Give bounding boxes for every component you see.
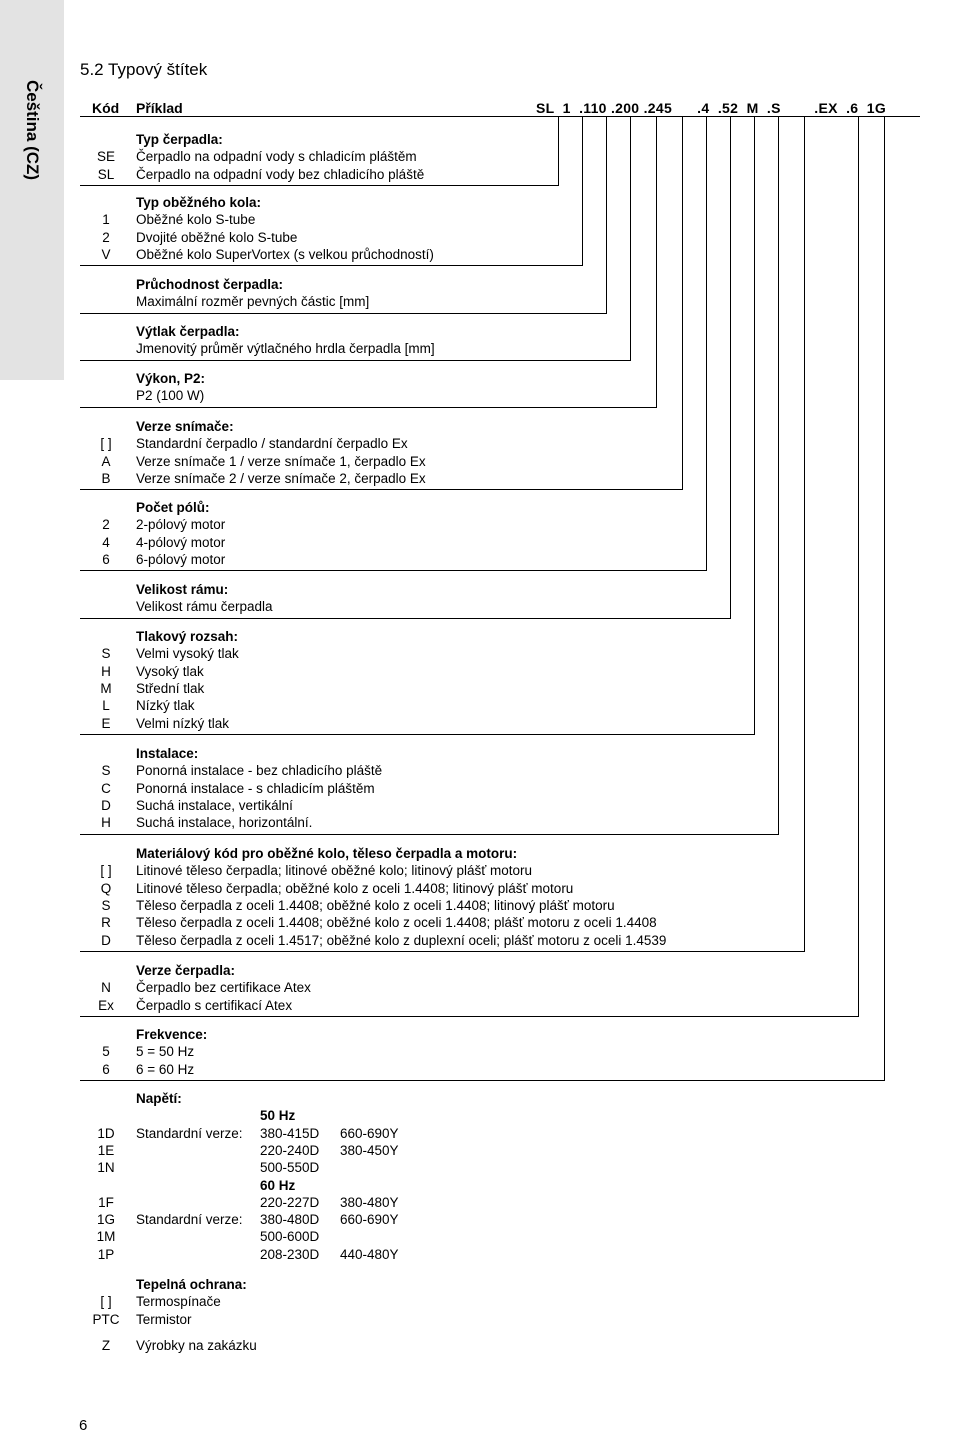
- code-row-description: 2-pólový motor: [136, 517, 226, 533]
- voltage-star-value: 660-690Y: [340, 1212, 399, 1227]
- code-row-description: 6 = 60 Hz: [136, 1061, 195, 1077]
- code-row-code: M: [100, 680, 112, 696]
- section-heading-title: Průchodnost čerpadla:: [136, 277, 284, 292]
- code-row-description: Velmi nízký tlak: [136, 715, 230, 731]
- code-row-code: A: [101, 453, 111, 469]
- code-row-code: E: [101, 715, 111, 731]
- voltage-delta-value: 220-240D: [260, 1143, 320, 1158]
- voltage-delta-value: 380-415D: [260, 1126, 320, 1141]
- code-row-description: Střední tlak: [136, 680, 205, 696]
- page-number: 6: [79, 1417, 88, 1434]
- section-heading-title: Velikost rámu:: [136, 582, 229, 597]
- voltage-delta-value: 208-230D: [260, 1247, 320, 1262]
- example-column-header: Příklad: [136, 100, 183, 116]
- code-row-code: 4: [102, 534, 110, 550]
- frequency-60hz-heading: 60 Hz: [260, 1178, 296, 1193]
- section-heading-title: Frekvence:: [136, 1027, 208, 1042]
- code-row-code: PTC: [92, 1311, 120, 1327]
- code-row-code: L: [102, 698, 110, 714]
- code-row-description: Těleso čerpadla z oceli 1.4408; oběžné kolo z oceli 1.4408; plášť motoru z oceli 1.4408: [136, 915, 657, 931]
- code-row-code: 6: [102, 551, 110, 567]
- frequency-50hz-heading: 50 Hz: [260, 1108, 296, 1123]
- code-row-description: Oběžné kolo SuperVortex (s velkou průchodností): [136, 246, 434, 262]
- code-row-description: 6-pólový motor: [136, 551, 226, 567]
- section-heading-title: Výkon, P2:: [136, 371, 206, 386]
- code-row-description: Ponorná instalace - bez chladicího pláště: [136, 763, 383, 779]
- code-row-description: Oběžné kolo S-tube: [136, 212, 256, 228]
- code-row-description: Suchá instalace, horizontální.: [136, 815, 313, 831]
- example-type-code: SL 1 .110 .200 .245 .4 .52 M .S .EX .6 1G: [536, 100, 887, 116]
- code-row-code: H: [101, 663, 111, 679]
- code-row-description: Těleso čerpadla z oceli 1.4408; oběžné kolo z oceli 1.4408; litinový plášť motoru: [136, 897, 615, 913]
- code-row-code: [ ]: [100, 863, 112, 879]
- voltage-delta-value: 380-480D: [260, 1212, 320, 1227]
- voltage-star-value: 440-480Y: [340, 1247, 399, 1262]
- code-row-description: Čerpadlo na odpadní vody bez chladicího pláště: [136, 166, 425, 182]
- code-row-code: 6: [102, 1061, 110, 1077]
- code-row-description: Vysoký tlak: [136, 663, 204, 679]
- voltage-delta-value: 500-600D: [260, 1229, 320, 1244]
- code-row-code: SL: [97, 166, 115, 182]
- code-row-code: N: [101, 980, 111, 996]
- code-row-code: S: [101, 897, 111, 913]
- code-row-description: Litinové těleso čerpadla; litinové oběžné kolo; litinový plášť motoru: [136, 863, 533, 879]
- code-row-description: Výrobky na zakázku: [136, 1338, 257, 1353]
- code-row-code: D: [101, 932, 111, 948]
- code-row-description: Termistor: [136, 1311, 192, 1327]
- section-heading-title: Verze snímače:: [136, 419, 234, 434]
- section-heading-title: Materiálový kód pro oběžné kolo, těleso čerpadla a motoru:: [136, 846, 518, 861]
- code-row-code: R: [101, 915, 111, 931]
- section-heading-title: Tepelná ochrana:: [136, 1277, 247, 1292]
- voltage-code: 1M: [96, 1229, 116, 1244]
- voltage-code: 1N: [97, 1160, 115, 1175]
- section-title: 5.2 Typový štítek: [80, 60, 208, 79]
- voltage-label: Standardní verze:: [136, 1126, 243, 1141]
- section-connector-line: [80, 116, 885, 1081]
- code-row-code: [ ]: [100, 436, 112, 452]
- code-row-description: Litinové těleso čerpadla; oběžné kolo z oceli 1.4408; litinový plášť motoru: [136, 880, 574, 896]
- code-row-description: Ponorná instalace - s chladicím pláštěm: [136, 780, 375, 796]
- code-row-description: Čerpadlo bez certifikace Atex: [136, 980, 311, 996]
- code-row-description: 5 = 50 Hz: [136, 1044, 195, 1060]
- voltage-delta-value: 220-227D: [260, 1195, 320, 1210]
- code-row-description: Verze snímače 1 / verze snímače 1, čerpadlo Ex: [136, 453, 426, 469]
- voltage-code: 1E: [97, 1143, 115, 1158]
- code-row-code: Ex: [98, 997, 114, 1013]
- code-row-description: Suchá instalace, vertikální: [136, 797, 293, 813]
- code-row-code: B: [101, 470, 111, 486]
- section-heading-title: Instalace:: [136, 746, 199, 761]
- code-row-description: Termospínače: [136, 1294, 221, 1310]
- code-row-code: V: [101, 246, 111, 262]
- voltage-star-value: 380-480Y: [340, 1195, 399, 1210]
- code-row-description: Standardní čerpadlo / standardní čerpadlo Ex: [136, 436, 408, 452]
- code-row-description: Těleso čerpadla z oceli 1.4517; oběžné kolo z duplexní oceli; plášť motoru z oceli 1.4539: [136, 932, 667, 948]
- code-row-code: S: [101, 646, 111, 662]
- section-heading-title: Tlakový rozsah:: [136, 629, 239, 644]
- code-row-code: H: [101, 815, 111, 831]
- section-heading-title: Napětí:: [136, 1091, 182, 1106]
- code-row-description: Velikost rámu čerpadla: [136, 599, 273, 615]
- code-row-code: C: [101, 780, 111, 796]
- voltage-star-value: 380-450Y: [340, 1143, 399, 1158]
- code-row-description: Nízký tlak: [136, 698, 195, 714]
- voltage-code: 1D: [97, 1126, 115, 1141]
- code-row-code: 1: [102, 212, 110, 228]
- code-row-code: SE: [96, 149, 115, 165]
- voltage-delta-value: 500-550D: [260, 1160, 320, 1175]
- code-row-description: Dvojité oběžné kolo S-tube: [136, 229, 298, 245]
- code-row-description: Čerpadlo na odpadní vody s chladicím pláštěm: [136, 149, 417, 165]
- code-row-description: Maximální rozměr pevných částic [mm]: [136, 294, 370, 310]
- code-column-header: Kód: [92, 100, 120, 116]
- code-row-code: Z: [101, 1338, 111, 1353]
- code-row-code: 2: [102, 229, 110, 245]
- section-heading-title: Počet pólů:: [136, 500, 210, 515]
- section-heading-title: Typ oběžného kola:: [136, 195, 262, 210]
- code-row-code: S: [101, 763, 111, 779]
- code-row-description: Verze snímače 2 / verze snímače 2, čerpadlo Ex: [136, 470, 426, 486]
- voltage-code: 1P: [97, 1247, 115, 1262]
- section-heading-title: Verze čerpadla:: [136, 963, 236, 978]
- code-row-description: P2 (100 W): [136, 388, 205, 404]
- code-row-description: Velmi vysoký tlak: [136, 646, 239, 662]
- voltage-label: Standardní verze:: [136, 1212, 243, 1227]
- voltage-star-value: 660-690Y: [340, 1126, 399, 1141]
- language-tab-label: Čeština (CZ): [23, 79, 42, 181]
- code-row-code: D: [101, 797, 111, 813]
- code-row-code: 5: [102, 1044, 110, 1060]
- section-heading-title: Výtlak čerpadla:: [136, 324, 240, 339]
- code-row-code: Q: [100, 880, 112, 896]
- code-row-description: Jmenovitý průměr výtlačného hrdla čerpadla [mm]: [136, 341, 435, 357]
- code-row-description: Čerpadlo s certifikací Atex: [136, 997, 293, 1013]
- code-row-code: 2: [102, 517, 110, 533]
- code-row-description: 4-pólový motor: [136, 534, 226, 550]
- section-heading-title: Typ čerpadla:: [136, 132, 223, 147]
- voltage-code: 1G: [96, 1212, 115, 1227]
- voltage-code: 1F: [98, 1195, 114, 1210]
- code-row-code: [ ]: [100, 1294, 112, 1310]
